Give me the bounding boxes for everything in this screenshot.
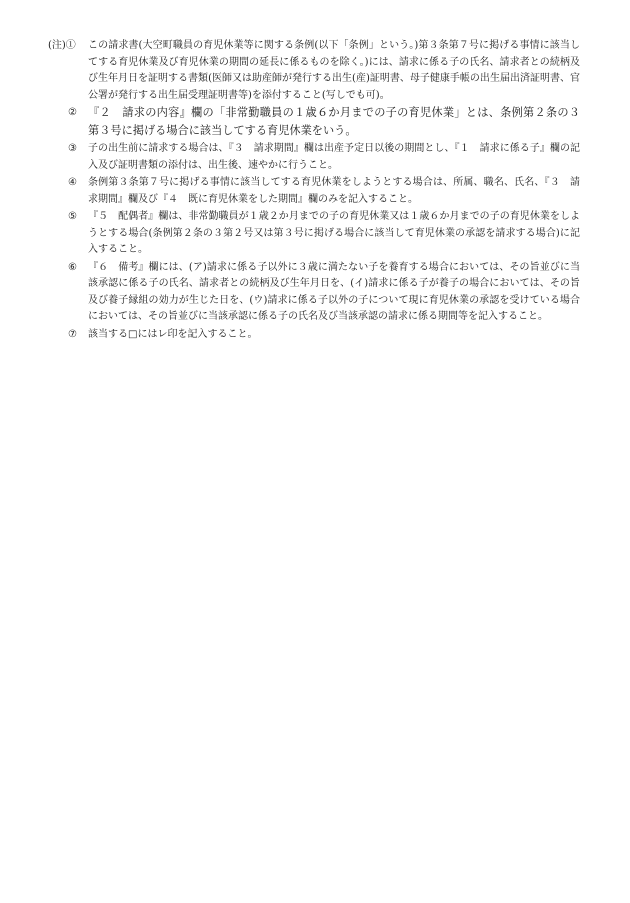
note-marker: ② xyxy=(68,107,77,118)
note-text: 条例第３条第７号に掲げる事情に該当してする育児休業をしようとする場合は、所属、職名、氏名、『３ 請求期間』欄及び『４ 既に育児休業をした期間』欄のみを記入すること。 xyxy=(88,177,580,205)
note-marker: ③ xyxy=(68,143,77,154)
note-marker: ⑥ xyxy=(68,261,77,273)
note-text: この請求書(大空町職員の育児休業等に関する条例(以下「条例」という。)第３条第７号に掲げる事情に該当してする育児休業及び育児休業の期間の延長に係るものを除く。)には、請求に係る子の氏名、請求者との続柄及び生年月日を証明する書類(医師又は助産師が発行する出生(産)証明書、母子健康手帳の出生届出済証明書、官公署が発行する出生届受理証明書等)を添付すること(写しでも可)。 xyxy=(88,40,580,101)
note-text: 『６ 備考』欄には、(ア)請求に係る子以外に３歳に満たない子を養育する場合においては、その旨並びに当該承認に係る子の氏名、請求者との続柄及び生年月日を、(イ)請求に係る子が養子の場合においては、その旨及び養子縁組の効力が生じた日を、(ウ)請求に係る子以外の子について現に育児休業の承認を受けている場合においては、その旨並びに当該承認に係る子の氏名及び当該承認の請求に係る期間等を記入すること。 xyxy=(88,261,580,322)
note-text: 子の出生前に請求する場合は、『３ 請求期間』欄は出産予定日以後の期間とし、『１ 請求に係る子』欄の記入及び証明書類の添付は、出生後、速やかに行うこと。 xyxy=(88,143,580,171)
note-item-2 xyxy=(48,105,580,140)
note-marker: ⑦ xyxy=(68,328,77,340)
note-item-4 xyxy=(48,175,580,208)
note-marker: ④ xyxy=(68,177,77,188)
note-text: 該当する□にはレ印を記入すること。 xyxy=(88,328,258,340)
note-item-7 xyxy=(48,327,580,344)
note-text: 『５ 配偶者』欄は、非常勤職員が１歳２か月までの子の育児休業又は１歳６か月までの子の育児休業をしようとする場合(条例第２条の３第２号又は第３号に掲げる場合に該当して育児休業の承認を請求する場合)に記入すること。 xyxy=(88,211,580,255)
note-item-3 xyxy=(48,141,580,174)
note-item-5 xyxy=(48,209,580,259)
notes-section xyxy=(48,38,580,343)
note-marker: (注)① xyxy=(48,40,76,51)
note-item-6 xyxy=(48,260,580,326)
note-text: 『２ 請求の内容』欄の「非常勤職員の１歳６か月までの子の育児休業」とは、条例第２条の３第３号に掲げる場合に該当してする育児休業をいう。 xyxy=(88,106,580,137)
note-marker: ⑤ xyxy=(68,211,77,222)
note-item-1 xyxy=(48,38,580,104)
